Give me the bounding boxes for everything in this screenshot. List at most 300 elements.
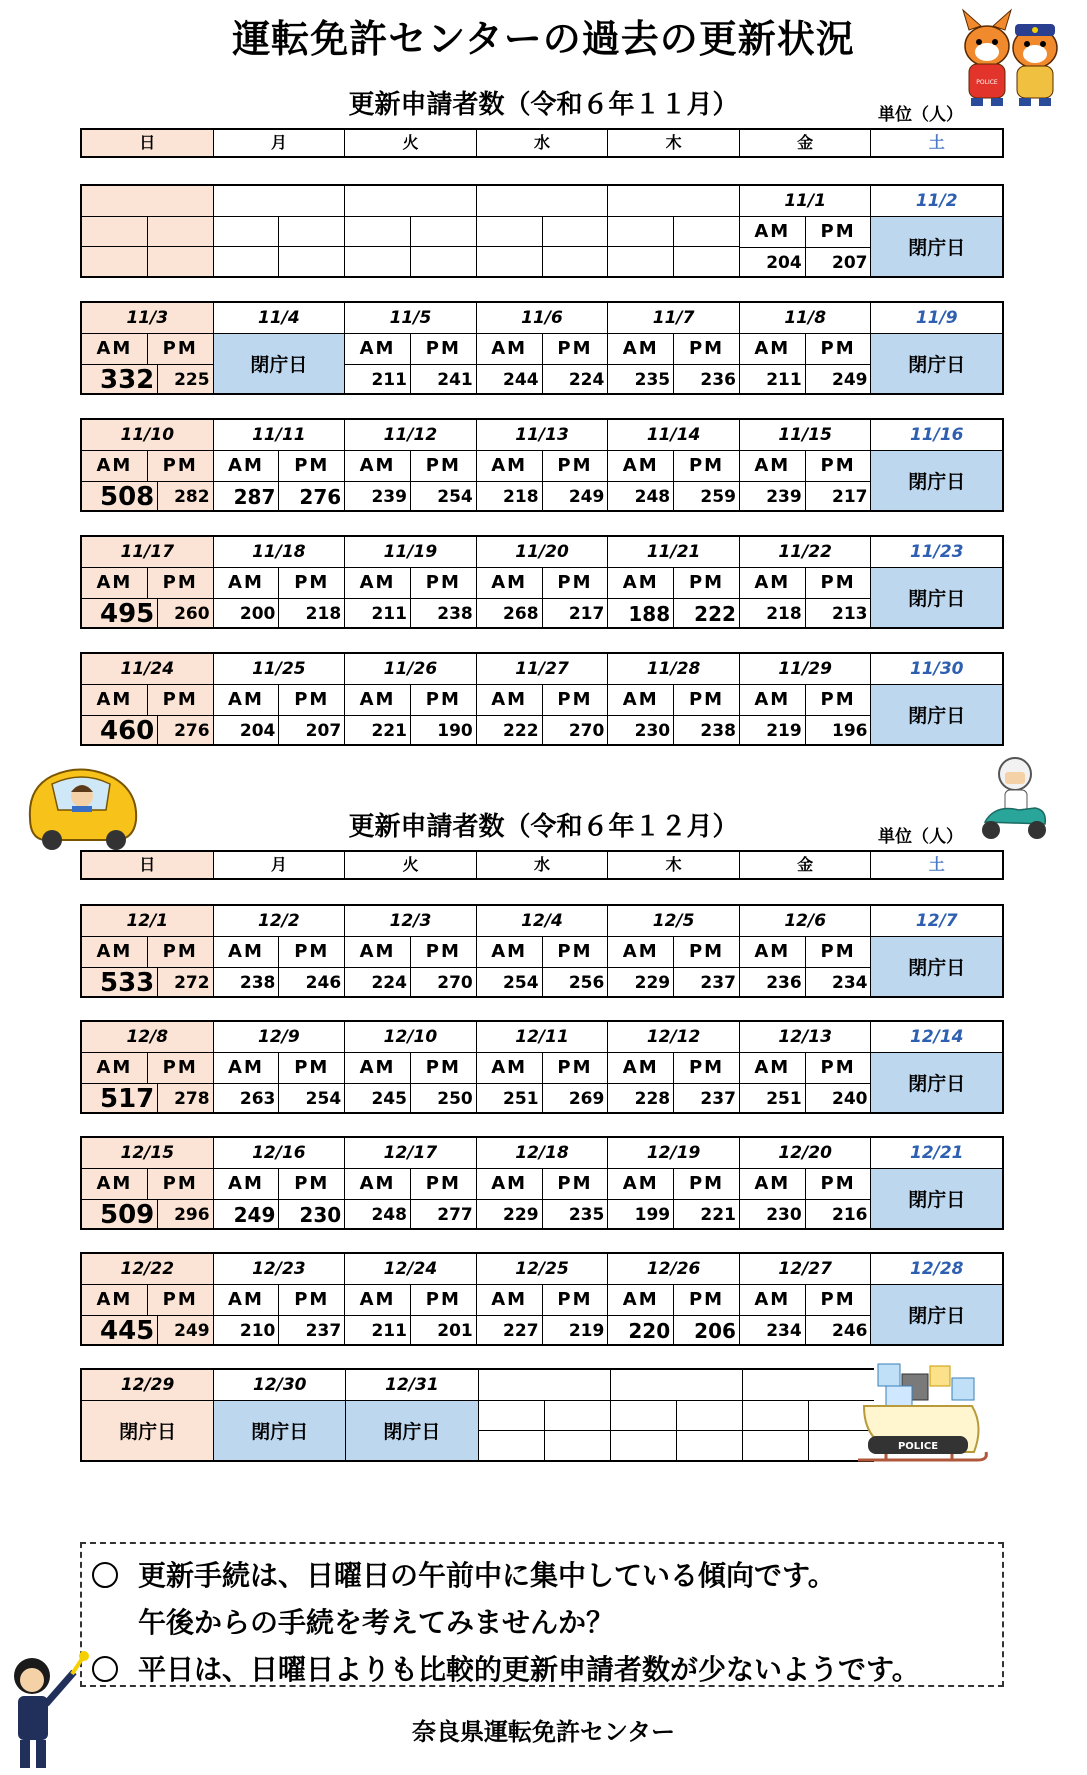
pm-label: PM: [820, 221, 856, 242]
empty-subcell: [543, 247, 608, 276]
day-date: 11/2: [871, 186, 1002, 217]
day-date: 12/23: [214, 1254, 345, 1285]
day-cell: [345, 303, 477, 393]
day-cell: [871, 1254, 1002, 1344]
day-cell: [740, 1022, 872, 1112]
day-cell: [871, 654, 1002, 744]
am-count: 238: [214, 968, 280, 998]
day-cell: [608, 420, 740, 510]
closed-label: 閉庁日: [871, 568, 1002, 627]
am-count: 533: [82, 968, 158, 998]
day-date: 12/14: [871, 1022, 1002, 1053]
day-cell: [214, 1370, 346, 1460]
am-label: AM: [214, 1053, 280, 1083]
pm-count: 207: [831, 253, 868, 273]
day-date: 12/17: [345, 1138, 476, 1169]
day-date: 12/3: [345, 906, 476, 937]
am-label: AM: [345, 334, 411, 364]
day-cell: [871, 537, 1002, 627]
day-date: 11/1: [740, 186, 871, 217]
am-count: 509: [82, 1200, 158, 1230]
pm-count: 190: [437, 721, 473, 741]
day-cell: [82, 1370, 214, 1460]
day-cell: [740, 537, 872, 627]
am-count: 508: [82, 482, 158, 512]
pm-count: 221: [700, 1205, 736, 1225]
day-cell: [214, 420, 346, 510]
svg-text:POLICE: POLICE: [976, 79, 998, 86]
day-cell: [477, 1254, 609, 1344]
week-row: [80, 184, 1004, 278]
am-count: 236: [740, 968, 806, 998]
pm-count: 196: [831, 721, 868, 741]
am-count: 218: [477, 482, 543, 512]
pm-count: 216: [831, 1205, 868, 1225]
am-count: 287: [214, 482, 280, 512]
note-1-continuation: 午後からの手続を考えてみませんか？: [138, 1606, 615, 1639]
day-date: 12/15: [82, 1138, 213, 1169]
pm-count: 272: [174, 973, 210, 993]
pm-label: PM: [294, 689, 330, 710]
day-date: 11/27: [477, 654, 608, 685]
empty-subcell: [545, 1431, 610, 1460]
am-count: 248: [608, 482, 674, 512]
am-count: 221: [345, 716, 411, 746]
weekday-sat: 土: [928, 855, 945, 874]
circle-bullet-icon: [92, 1562, 118, 1588]
svg-text:POLICE: POLICE: [897, 1441, 939, 1452]
notes-box: [80, 1542, 1004, 1687]
am-label: AM: [740, 685, 806, 715]
pm-count: 278: [174, 1089, 210, 1109]
day-date: 11/25: [214, 654, 345, 685]
pm-count: 277: [437, 1205, 473, 1225]
pm-label: PM: [688, 455, 725, 476]
am-label: AM: [608, 1169, 674, 1199]
day-date: 11/29: [740, 654, 871, 685]
pm-count: 235: [568, 1205, 605, 1225]
day-date: 12/28: [871, 1254, 1002, 1285]
pm-count: 276: [299, 485, 342, 509]
am-count: 227: [477, 1316, 543, 1346]
empty-subcell: [148, 217, 213, 246]
pm-label: PM: [688, 572, 725, 593]
day-date: 11/11: [214, 420, 345, 451]
pm-label: PM: [294, 1173, 330, 1194]
note-1: 更新手続は、日曜日の午前中に集中している傾向です。: [92, 1552, 994, 1599]
weekday-fri: 金: [740, 130, 872, 156]
police-officer-illustration: [2, 1648, 94, 1772]
day-cell: [82, 1254, 214, 1344]
empty-subcell: [677, 1431, 742, 1460]
empty-subcell: [611, 1431, 677, 1460]
am-label: AM: [477, 1053, 543, 1083]
day-cell: [740, 420, 872, 510]
weekday-wed: 水: [477, 852, 609, 878]
pm-label: PM: [425, 689, 461, 710]
day-cell: [608, 1022, 740, 1112]
am-count: 211: [740, 365, 806, 395]
am-label: AM: [214, 685, 280, 715]
empty-subcell: [677, 1401, 742, 1430]
am-count: 220: [608, 1316, 674, 1346]
pm-count: 250: [437, 1089, 473, 1109]
am-label: AM: [608, 1285, 674, 1315]
pm-label: PM: [425, 941, 461, 962]
day-cell: [740, 303, 872, 393]
closed-label: 閉庁日: [871, 1285, 1002, 1344]
day-cell: [871, 906, 1002, 996]
am-count: 235: [608, 365, 674, 395]
pm-count: 224: [568, 370, 605, 390]
pm-label: PM: [557, 338, 593, 359]
pm-count: 217: [568, 604, 605, 624]
day-date: 11/12: [345, 420, 476, 451]
blank-day-cell: [608, 186, 740, 276]
am-count: 222: [477, 716, 543, 746]
closed-label: 閉庁日: [871, 451, 1002, 510]
weekday-mon: 月: [214, 852, 346, 878]
am-count: 200: [214, 599, 280, 629]
day-cell: [345, 654, 477, 744]
am-label: AM: [214, 568, 280, 598]
am-count: 239: [740, 482, 806, 512]
weekday-header-november: [80, 128, 1004, 158]
closed-label: 閉庁日: [214, 1401, 345, 1460]
day-cell: [346, 1370, 478, 1460]
day-date: 12/2: [214, 906, 345, 937]
closed-label: 閉庁日: [871, 937, 1002, 996]
day-date: 11/30: [871, 654, 1002, 685]
day-date: 11/3: [82, 303, 213, 334]
weekday-tue: 火: [345, 852, 477, 878]
am-label: AM: [477, 1285, 543, 1315]
am-count: 332: [82, 365, 158, 395]
day-cell: [345, 1022, 477, 1112]
weekday-sun: 日: [82, 852, 214, 878]
pm-label: PM: [557, 1289, 593, 1310]
day-date: 11/18: [214, 537, 345, 568]
day-date: [82, 186, 213, 217]
am-label: AM: [345, 1053, 411, 1083]
day-date: 11/6: [477, 303, 608, 334]
am-count: 228: [608, 1084, 674, 1114]
pm-count: 222: [694, 602, 736, 626]
day-date: 11/10: [82, 420, 213, 451]
empty-subcell: [743, 1431, 809, 1460]
day-date: 11/19: [345, 537, 476, 568]
pm-count: 276: [174, 721, 210, 741]
pm-label: PM: [162, 1173, 198, 1194]
pm-count: 246: [831, 1321, 868, 1341]
am-label: AM: [82, 1285, 148, 1315]
weekday-tue: 火: [345, 130, 477, 156]
am-count: 204: [214, 716, 280, 746]
am-count: 229: [477, 1200, 543, 1230]
pm-label: PM: [425, 1173, 461, 1194]
day-date: 11/4: [214, 303, 345, 334]
am-label: AM: [608, 568, 674, 598]
empty-subcell: [608, 247, 674, 276]
empty-subcell: [411, 247, 476, 276]
pm-count: 217: [831, 487, 868, 507]
day-date: 11/28: [608, 654, 739, 685]
am-label: AM: [608, 334, 674, 364]
am-count: 218: [740, 599, 806, 629]
day-date: 12/31: [346, 1370, 477, 1401]
day-cell: [740, 186, 872, 276]
am-label: AM: [477, 334, 543, 364]
day-date: 12/27: [740, 1254, 871, 1285]
weekday-sat: 土: [928, 133, 945, 152]
pm-label: PM: [162, 1057, 198, 1078]
empty-subcell: [743, 1401, 809, 1430]
am-label: AM: [345, 451, 411, 481]
am-count: 251: [477, 1084, 543, 1114]
day-date: 11/5: [345, 303, 476, 334]
weekday-header-december: [80, 850, 1004, 880]
pm-label: PM: [688, 338, 725, 359]
pm-count: 213: [831, 604, 868, 624]
day-date: 11/17: [82, 537, 213, 568]
day-date: 11/7: [608, 303, 739, 334]
closed-label: 閉庁日: [346, 1401, 477, 1460]
pm-count: 249: [568, 487, 605, 507]
day-cell: [477, 537, 609, 627]
pm-label: PM: [294, 941, 330, 962]
closed-label: 閉庁日: [82, 1401, 213, 1460]
empty-subcell: [345, 247, 411, 276]
am-count: 211: [345, 599, 411, 629]
am-label: AM: [740, 1053, 806, 1083]
day-cell: [608, 906, 740, 996]
day-cell: [82, 906, 214, 996]
am-count: 229: [608, 968, 674, 998]
am-count: 211: [345, 1316, 411, 1346]
day-cell: [214, 1254, 346, 1344]
am-count: 445: [82, 1316, 158, 1346]
empty-subcell: [477, 217, 543, 246]
week-row: [80, 418, 1004, 512]
day-date: 12/19: [608, 1138, 739, 1169]
day-date: 12/29: [82, 1370, 213, 1401]
blank-day-cell: [477, 186, 609, 276]
pm-count: 237: [305, 1321, 342, 1341]
day-date: 11/16: [871, 420, 1002, 451]
empty-subcell: [279, 217, 344, 246]
day-date: 12/30: [214, 1370, 345, 1401]
day-date: [345, 186, 476, 217]
pm-label: PM: [688, 689, 725, 710]
day-cell: [871, 1022, 1002, 1112]
am-label: AM: [740, 451, 806, 481]
pm-count: 260: [174, 604, 210, 624]
weekday-wed: 水: [477, 130, 609, 156]
pm-label: PM: [162, 338, 198, 359]
am-count: 249: [214, 1200, 280, 1230]
am-label: AM: [740, 217, 806, 247]
weekday-thu: 木: [608, 130, 740, 156]
am-count: 248: [345, 1200, 411, 1230]
am-label: AM: [82, 685, 148, 715]
am-label: AM: [214, 451, 280, 481]
day-date: 12/10: [345, 1022, 476, 1053]
day-date: [743, 1370, 874, 1401]
am-label: AM: [740, 937, 806, 967]
am-label: AM: [82, 451, 148, 481]
day-cell: [345, 906, 477, 996]
weekday-fri: 金: [740, 852, 872, 878]
empty-subcell: [345, 217, 411, 246]
empty-subcell: [674, 247, 739, 276]
pm-label: PM: [820, 1057, 856, 1078]
am-count: 239: [345, 482, 411, 512]
am-label: AM: [608, 1053, 674, 1083]
pm-label: PM: [557, 572, 593, 593]
pm-count: 237: [700, 973, 736, 993]
day-cell: [82, 537, 214, 627]
blank-day-cell: [479, 1370, 611, 1460]
am-count: 210: [214, 1316, 280, 1346]
am-label: AM: [740, 1169, 806, 1199]
day-cell: [214, 537, 346, 627]
page-title: 運転免許センターの過去の更新状況: [232, 17, 855, 61]
pm-label: PM: [162, 572, 198, 593]
sleigh-illustration: [856, 1356, 990, 1468]
pm-label: PM: [425, 1289, 461, 1310]
am-label: AM: [477, 451, 543, 481]
am-label: AM: [740, 334, 806, 364]
day-date: 11/13: [477, 420, 608, 451]
weekday-mon: 月: [214, 130, 346, 156]
pm-label: PM: [688, 941, 725, 962]
week-row: [80, 904, 1004, 998]
week-row: [80, 535, 1004, 629]
day-cell: [477, 303, 609, 393]
day-date: 12/7: [871, 906, 1002, 937]
day-cell: [214, 1138, 346, 1228]
day-date: 12/20: [740, 1138, 871, 1169]
day-cell: [477, 1138, 609, 1228]
am-label: AM: [477, 937, 543, 967]
day-cell: [345, 1254, 477, 1344]
day-cell: [82, 1022, 214, 1112]
pm-label: PM: [820, 689, 856, 710]
blank-day-cell: [82, 186, 214, 276]
pm-label: PM: [557, 689, 593, 710]
pm-count: 218: [305, 604, 342, 624]
day-date: 11/23: [871, 537, 1002, 568]
am-label: AM: [740, 568, 806, 598]
am-label: AM: [82, 1169, 148, 1199]
pm-count: 241: [437, 370, 473, 390]
day-cell: [740, 906, 872, 996]
am-label: AM: [477, 685, 543, 715]
week-row: [80, 301, 1004, 395]
am-label: AM: [608, 451, 674, 481]
day-date: 12/12: [608, 1022, 739, 1053]
am-count: 460: [82, 716, 158, 746]
am-label: AM: [608, 685, 674, 715]
pm-count: 207: [305, 721, 342, 741]
week-row: [80, 1368, 874, 1462]
weekday-thu: 木: [608, 852, 740, 878]
day-date: 11/9: [871, 303, 1002, 334]
day-cell: [82, 1138, 214, 1228]
day-date: 12/4: [477, 906, 608, 937]
pm-label: PM: [294, 572, 330, 593]
pm-label: PM: [557, 1173, 593, 1194]
footer-organization: 奈良県運転免許センター: [411, 1718, 676, 1746]
am-label: AM: [345, 1285, 411, 1315]
weekday-sun: 日: [82, 130, 214, 156]
pm-label: PM: [688, 1173, 725, 1194]
day-date: 11/20: [477, 537, 608, 568]
empty-subcell: [611, 1401, 677, 1430]
am-label: AM: [345, 568, 411, 598]
day-cell: [608, 654, 740, 744]
pm-label: PM: [162, 1289, 198, 1310]
day-cell: [477, 654, 609, 744]
pm-label: PM: [820, 1289, 856, 1310]
pm-count: 282: [174, 487, 210, 507]
day-date: 11/15: [740, 420, 871, 451]
empty-subcell: [479, 1401, 545, 1430]
pm-count: 254: [437, 487, 473, 507]
blank-day-cell: [345, 186, 477, 276]
am-count: 268: [477, 599, 543, 629]
am-label: AM: [477, 1169, 543, 1199]
pm-label: PM: [425, 572, 461, 593]
circle-bullet-icon: [92, 1656, 118, 1682]
day-date: [214, 186, 345, 217]
day-cell: [740, 1254, 872, 1344]
day-cell: [477, 906, 609, 996]
am-count: 495: [82, 599, 158, 629]
pm-label: PM: [294, 1289, 330, 1310]
am-label: AM: [214, 937, 280, 967]
am-label: AM: [214, 1169, 280, 1199]
pm-count: 219: [568, 1321, 605, 1341]
day-cell: [214, 1022, 346, 1112]
day-date: 12/18: [477, 1138, 608, 1169]
day-date: 11/22: [740, 537, 871, 568]
day-cell: [871, 303, 1002, 393]
closed-label: 閉庁日: [214, 334, 345, 393]
day-date: [477, 186, 608, 217]
day-date: 12/11: [477, 1022, 608, 1053]
am-count: 263: [214, 1084, 280, 1114]
day-date: [608, 186, 739, 217]
november-subtitle: 更新申請者数（令和６年１１月）: [348, 90, 739, 120]
am-count: 219: [740, 716, 806, 746]
blank-day-cell: [743, 1370, 874, 1460]
am-count: 230: [608, 716, 674, 746]
am-label: AM: [345, 685, 411, 715]
empty-subcell: [82, 247, 148, 276]
day-date: 12/21: [871, 1138, 1002, 1169]
pm-count: 256: [568, 973, 605, 993]
day-date: 12/13: [740, 1022, 871, 1053]
day-cell: [477, 1022, 609, 1112]
day-cell: [740, 1138, 872, 1228]
day-date: 11/21: [608, 537, 739, 568]
day-date: [611, 1370, 742, 1401]
week-row: [80, 1252, 1004, 1346]
closed-label: 閉庁日: [871, 1169, 1002, 1228]
day-cell: [214, 654, 346, 744]
pm-count: 240: [831, 1089, 868, 1109]
